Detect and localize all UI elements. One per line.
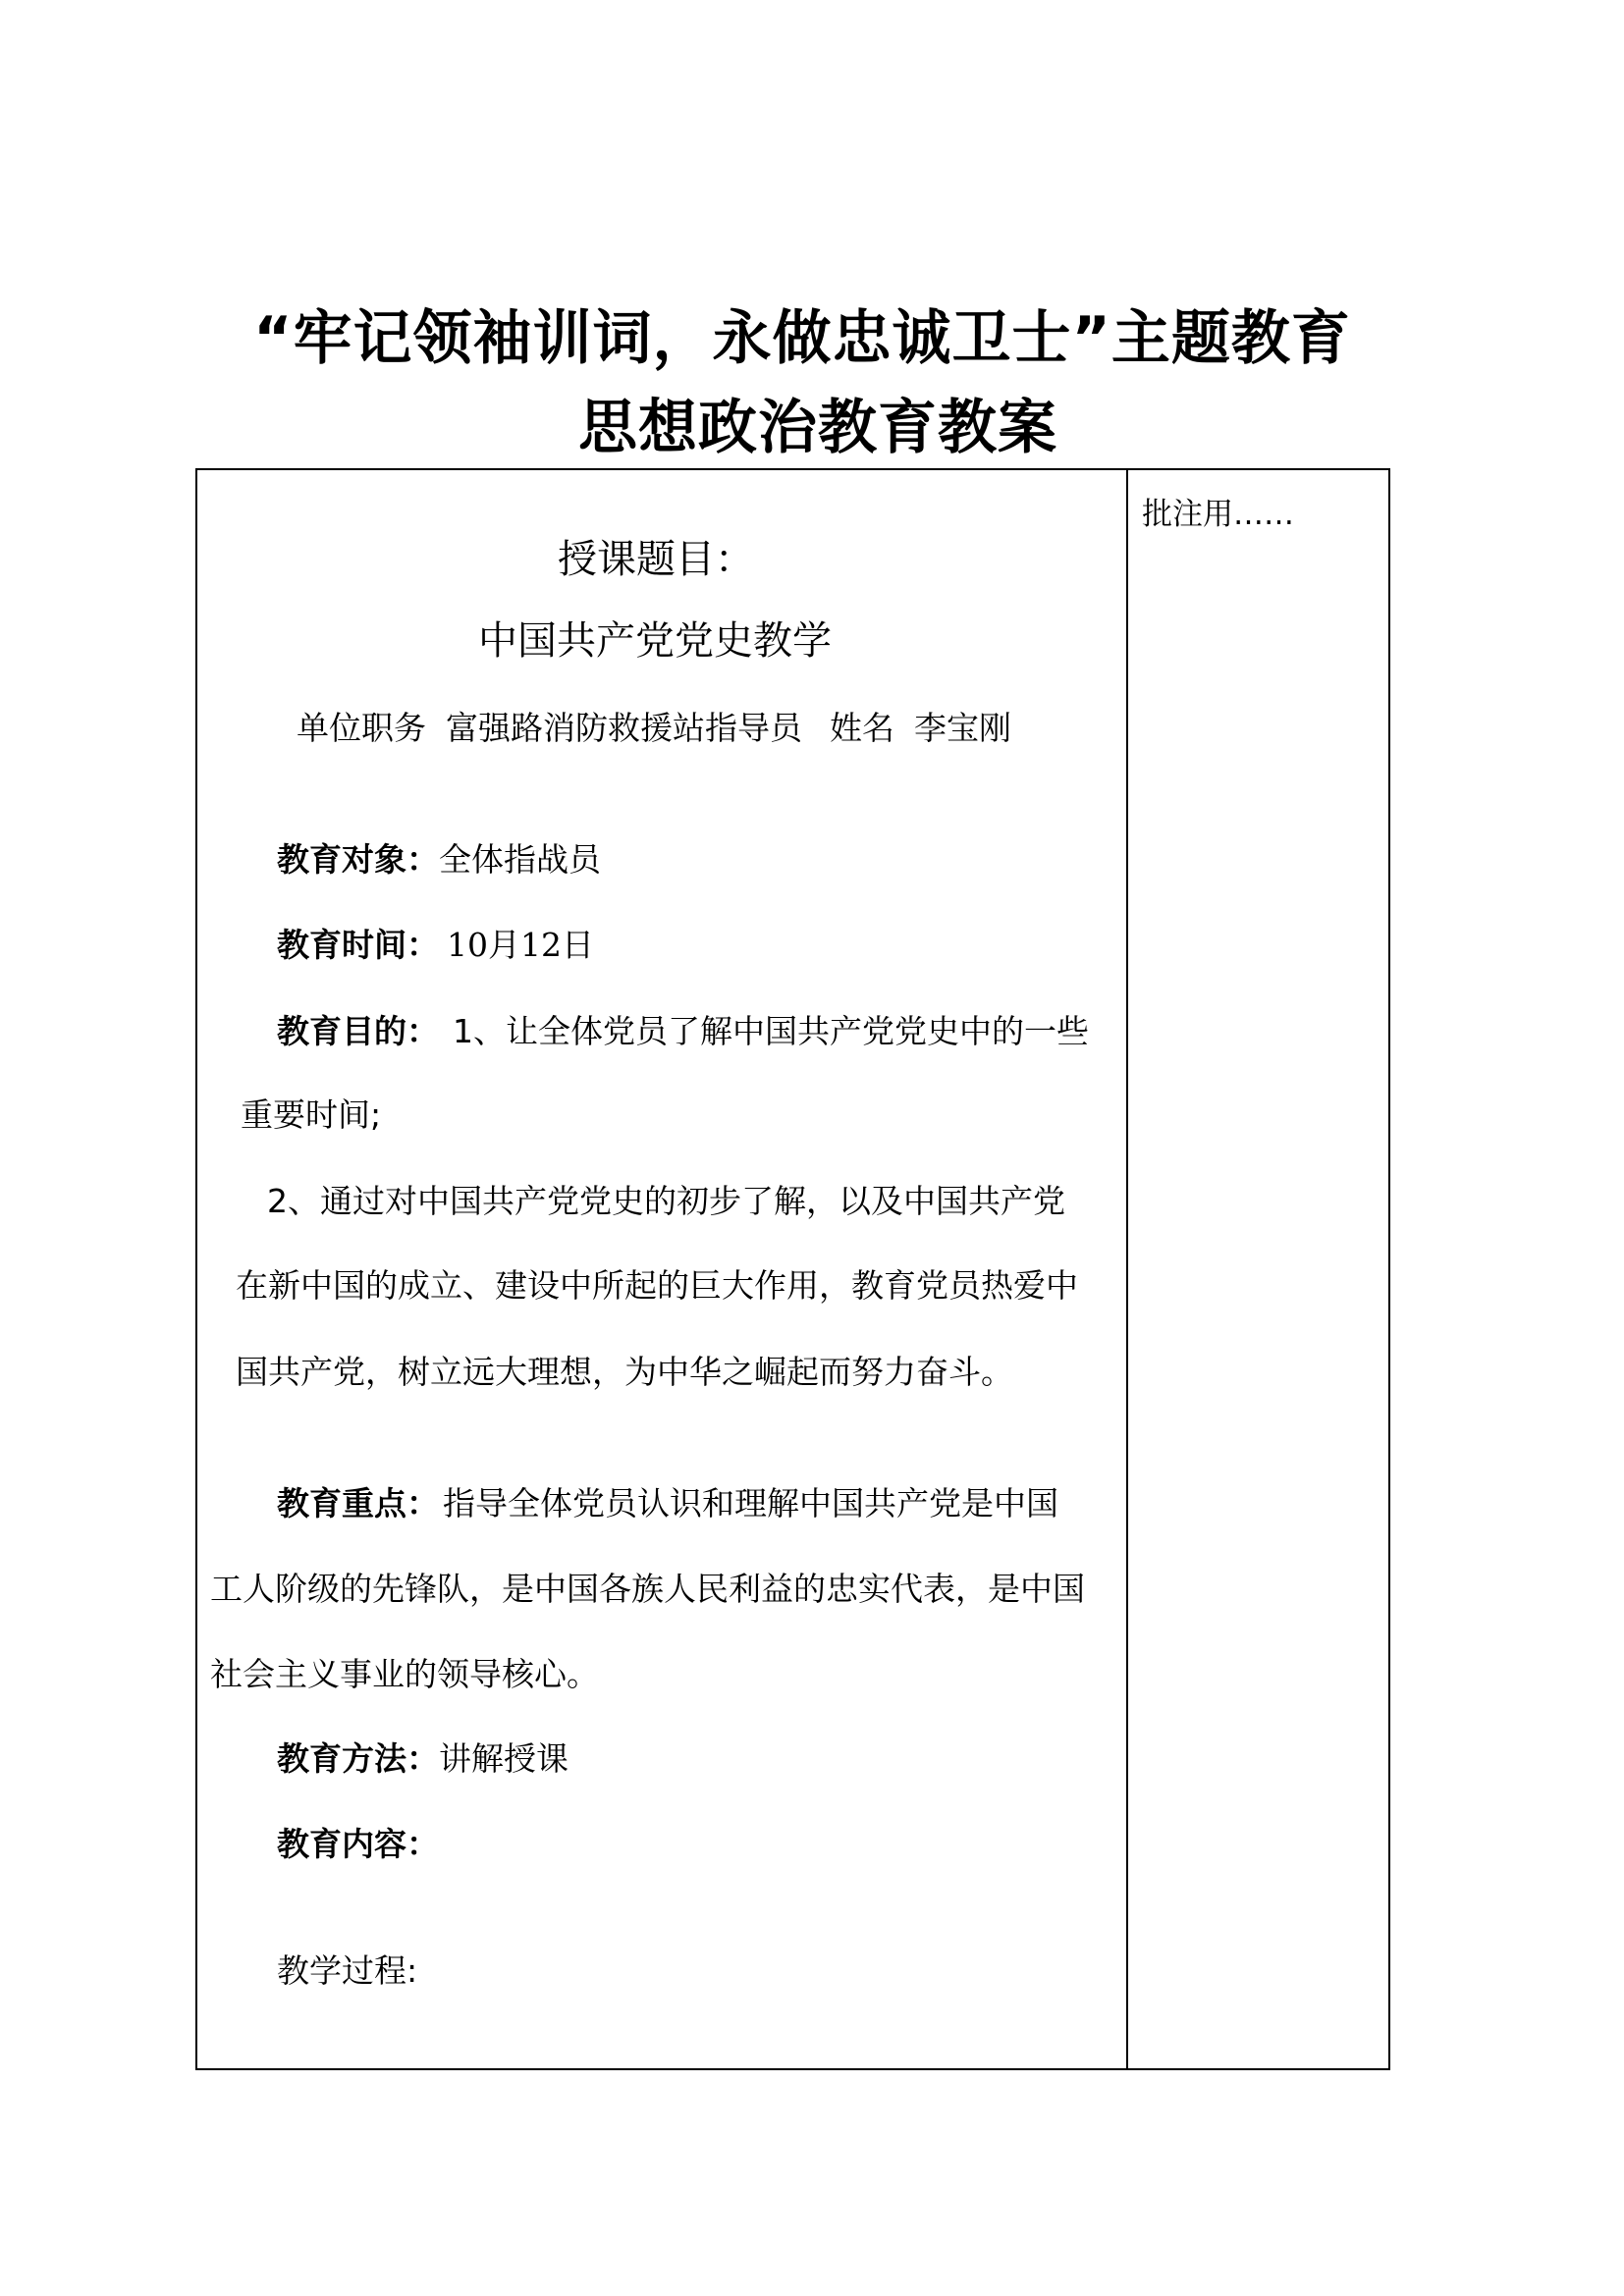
method-value: 讲解授课 xyxy=(439,1739,568,1778)
focus-line1: 指导全体党员认识和理解中国共产党是中国 xyxy=(443,1484,1058,1522)
annotation-column-label: 批注用…… xyxy=(1142,497,1294,532)
focus-row xyxy=(277,1482,1058,1525)
focus-line3: 社会主义事业的领导核心。 xyxy=(210,1655,599,1693)
column-divider xyxy=(1126,468,1128,2070)
unit-line xyxy=(297,707,1011,750)
purpose-label: 教育目的： xyxy=(277,1012,439,1050)
target-value: 全体指战员 xyxy=(439,840,601,879)
name-label: 姓名 xyxy=(830,709,894,747)
target-label: 教育对象： xyxy=(277,840,439,879)
purpose-2-line1: 2、通过对中国共产党党史的初步了解，以及中国共产党 xyxy=(267,1182,1065,1220)
purpose-row xyxy=(277,1010,1089,1053)
purpose-1-line1: 1、让全体党员了解中国共产党党史中的一些 xyxy=(453,1012,1089,1050)
content-label: 教育内容： xyxy=(277,1825,439,1863)
document-title-line1: “牢记领袖训词，永做忠诚卫士”主题教育 xyxy=(253,304,1351,373)
name-value: 李宝刚 xyxy=(914,709,1011,747)
focus-line2: 工人阶级的先锋队，是中国各族人民利益的忠实代表，是中国 xyxy=(210,1570,1085,1608)
time-label: 教育时间： xyxy=(277,926,439,964)
time-row xyxy=(277,924,594,967)
unit-value: 富强路消防救援站指导员 xyxy=(446,709,802,747)
method-label: 教育方法： xyxy=(277,1739,439,1778)
time-value: 10月12日 xyxy=(447,926,594,964)
target-row xyxy=(277,838,601,881)
purpose-2-line2: 在新中国的成立、建设中所起的巨大作用，教育党员热爱中 xyxy=(236,1266,1078,1305)
focus-label: 教育重点： xyxy=(277,1484,439,1522)
method-row xyxy=(277,1737,568,1781)
subject-title: 中国共产党党史教学 xyxy=(478,618,832,664)
unit-label: 单位职务 xyxy=(297,709,426,747)
purpose-2-line3: 国共产党，树立远大理想，为中华之崛起而努力奋斗。 xyxy=(236,1353,1013,1391)
process-label: 教学过程: xyxy=(277,1951,418,1990)
document-title-line2: 思想政治教育教案 xyxy=(578,394,1057,462)
content-row xyxy=(277,1823,439,1866)
purpose-1-line2: 重要时间; xyxy=(241,1095,382,1134)
subject-label: 授课题目： xyxy=(558,537,754,582)
